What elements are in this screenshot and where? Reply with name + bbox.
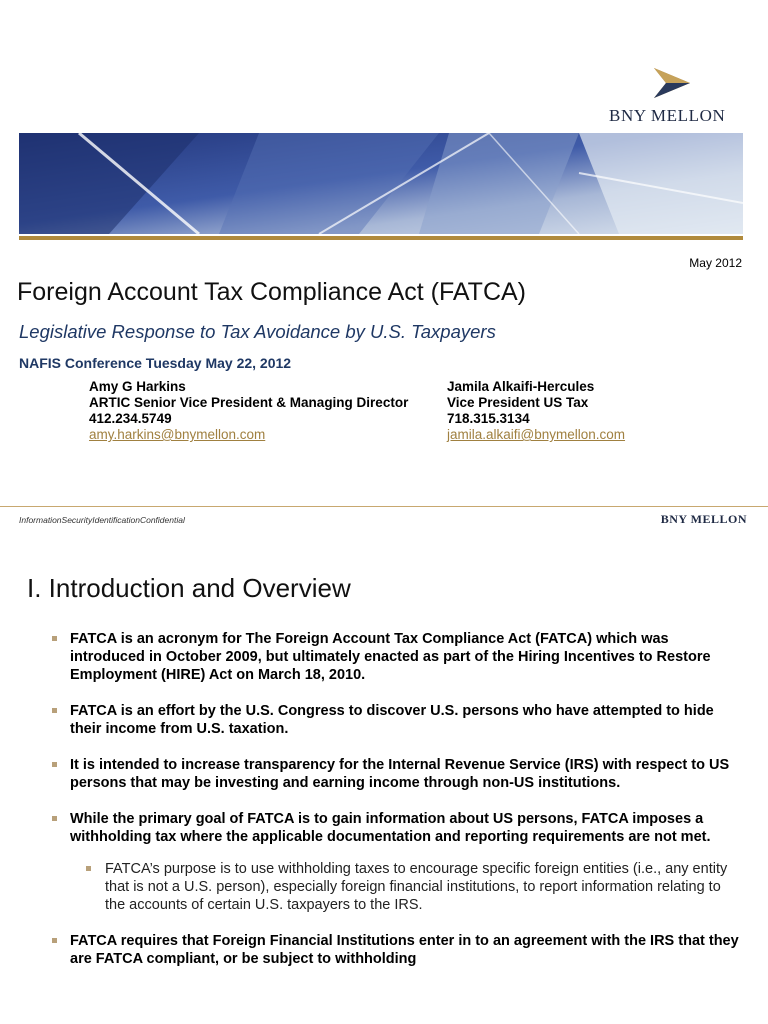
bullet-item <box>50 630 740 684</box>
bullet-square-icon <box>52 636 57 641</box>
presenter-email-link[interactable]: amy.harkins@bnymellon.com <box>89 427 266 442</box>
bullet-item <box>50 810 740 846</box>
bny-mellon-logo-icon <box>652 68 690 98</box>
bullet-list <box>50 630 740 986</box>
footer-brand-name: BNY MELLON <box>660 512 747 526</box>
header-banner-image <box>19 133 743 234</box>
slide-title: I. Introduction and Overview <box>27 573 351 603</box>
bullet-square-icon <box>52 816 57 821</box>
bullet-item <box>50 932 740 968</box>
presenter-email-link[interactable]: jamila.alkaifi@bnymellon.com <box>447 427 626 442</box>
conference-line: NAFIS Conference Tuesday May 22, 2012 <box>19 355 292 371</box>
bullet-text: FATCA is an acronym for The Foreign Account Tax Compliance Act (FATCA) which was introduced in October 2009, but ultimately enacted as part of the Hiring Incentives to Restore Employment (HIRE) Act on March 18, 2010. <box>70 631 711 683</box>
presenter-contact <box>447 379 625 443</box>
bullet-item <box>50 756 740 792</box>
bullet-square-icon <box>52 762 57 767</box>
presenter-contact <box>89 379 408 443</box>
brand-name: BNY MELLON <box>609 106 726 125</box>
bullet-text: While the primary goal of FATCA is to gain information about US persons, FATCA imposes a withholding tax where the applicable documentation and reporting requirements are not met. <box>70 811 711 845</box>
bullet-item <box>50 702 740 738</box>
presentation-date: May 2012 <box>689 256 742 270</box>
bullet-square-icon <box>52 708 57 713</box>
presenter-phone: 718.315.3134 <box>447 411 530 426</box>
footer-divider <box>0 506 768 507</box>
slide-subtitle: Legislative Response to Tax Avoidance by U.S. Taxpayers <box>19 321 496 342</box>
sub-bullet-item <box>50 860 740 914</box>
presenter-name: Amy G Harkins <box>89 379 186 394</box>
footer-classification: InformationSecurityIdentificationConfidential <box>19 515 185 525</box>
bullet-square-icon <box>86 866 91 871</box>
bullet-text: FATCA’s purpose is to use withholding taxes to encourage specific foreign entities (i.e., any entity that is not a U.S. person), especially foreign financial institutions, to report information relating to the accounts of certain U.S. taxpayers to the IRS. <box>105 861 728 913</box>
presenter-title: ARTIC Senior Vice President & Managing Director <box>89 395 409 410</box>
bullet-text: FATCA requires that Foreign Financial Institutions enter in to an agreement with the IRS that they are FATCA compliant, or be subject to withholding <box>70 933 739 967</box>
presenter-title: Vice President US Tax <box>447 395 589 410</box>
bullet-text: It is intended to increase transparency for the Internal Revenue Service (IRS) with respect to US persons that may be investing and earning income through non-US institutions. <box>70 757 730 791</box>
gold-divider <box>19 236 743 240</box>
presenter-phone: 412.234.5749 <box>89 411 172 426</box>
bullet-square-icon <box>52 938 57 943</box>
bullet-text: FATCA is an effort by the U.S. Congress to discover U.S. persons who have attempted to hide their income from U.S. taxation. <box>70 703 714 737</box>
slide-title: Foreign Account Tax Compliance Act (FATCA) <box>17 278 527 306</box>
overview-slide <box>0 560 768 1024</box>
presenter-name: Jamila Alkaifi-Hercules <box>447 379 595 394</box>
